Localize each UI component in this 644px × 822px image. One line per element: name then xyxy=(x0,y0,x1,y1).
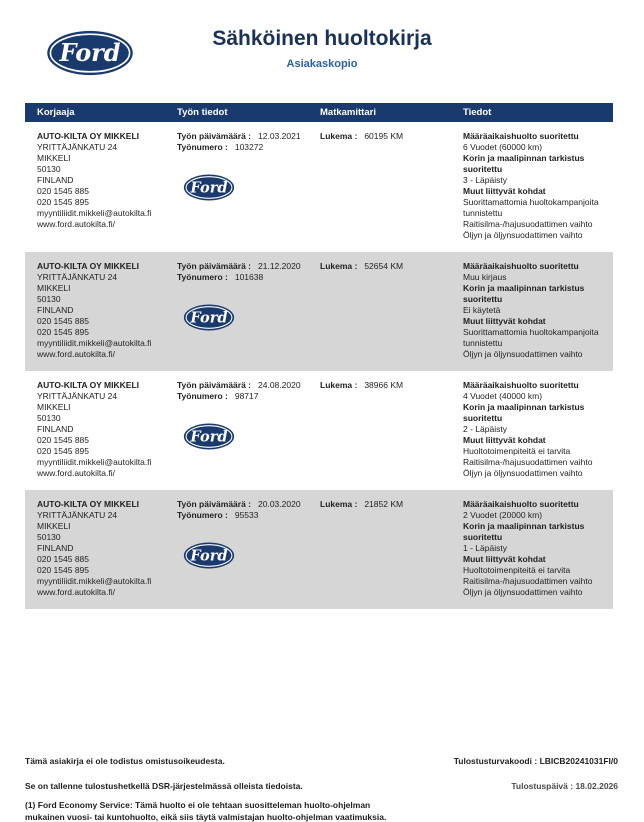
svg-text:Ford: Ford xyxy=(190,309,228,327)
print-security-code-label: Tulostusturvakoodi : xyxy=(453,756,538,766)
dealer-line: 020 1545 895 xyxy=(37,197,89,207)
detail-item: Öljyn ja öljynsuodattimen vaihto xyxy=(463,468,583,478)
table-row xyxy=(25,122,613,252)
odometer-label: Lukema : xyxy=(320,499,358,509)
work-number-label: Työnumero : xyxy=(177,142,228,152)
detail-item: 2 - Läpäisty xyxy=(463,424,507,434)
dealer-line: 020 1545 885 xyxy=(37,186,89,196)
dealer-name: AUTO-KILTA OY MIKKELI xyxy=(37,131,139,141)
svg-text:Ford: Ford xyxy=(190,179,228,197)
snapshot-disclaimer: Se on tallenne tulostushetkellä DSR-järjestelmässä olleista tiedoista. xyxy=(25,781,303,791)
work-date-value: 12.03.2021 xyxy=(258,131,301,141)
ownership-disclaimer: Tämä asiakirja ei ole todistus omistusoikeudesta. xyxy=(25,756,225,766)
dealer-line: YRITTÄJÄNKATU 24 xyxy=(37,391,118,401)
detail-heading: Määräaikaishuolto suoritettu xyxy=(463,261,579,271)
details-list xyxy=(463,380,613,479)
work-number-label: Työnumero : xyxy=(177,391,228,401)
work-number xyxy=(177,142,320,153)
dealer-name: AUTO-KILTA OY MIKKELI xyxy=(37,261,139,271)
svg-text:Ford: Ford xyxy=(59,38,121,67)
column-header-korjaaja: Korjaaja xyxy=(37,107,75,118)
work-info-column xyxy=(177,261,320,360)
ford-oval-icon xyxy=(45,30,135,76)
work-number xyxy=(177,391,320,402)
detail-heading: Korin ja maalipinnan tarkistus suoritettu xyxy=(463,402,585,423)
work-number xyxy=(177,510,320,521)
odometer-column xyxy=(320,261,463,360)
dealer-line: www.ford.autokilta.fi/ xyxy=(37,587,115,597)
dealer-line: 020 1545 895 xyxy=(37,327,89,337)
dealer-line: 50130 xyxy=(37,532,61,542)
dealer-line: www.ford.autokilta.fi/ xyxy=(37,468,115,478)
work-number-label: Työnumero : xyxy=(177,510,228,520)
work-number-value: 98717 xyxy=(234,391,259,401)
dealer-line: myyntiliidit.mikkeli@autokilta.fi xyxy=(37,338,152,348)
print-security-code xyxy=(454,755,618,767)
odometer-value: 21852 KM xyxy=(364,499,404,509)
footer-row-2 xyxy=(25,780,618,792)
detail-heading: Määräaikaishuolto suoritettu xyxy=(463,380,579,390)
detail-heading: Muut liittyvät kohdat xyxy=(463,554,546,564)
dealer-name: AUTO-KILTA OY MIKKELI xyxy=(37,380,139,390)
odometer-column xyxy=(320,131,463,241)
page-title: Sähköinen huoltokirja xyxy=(212,27,432,50)
detail-item: 2 Vuodet (20000 km) xyxy=(463,510,543,520)
work-number-label: Työnumero : xyxy=(177,272,228,282)
document-footer xyxy=(25,755,618,822)
detail-heading: Määräaikaishuolto suoritettu xyxy=(463,131,579,141)
dealer-line: myyntiliidit.mikkeli@autokilta.fi xyxy=(37,208,152,218)
work-date xyxy=(177,261,320,272)
odometer-label: Lukema : xyxy=(320,131,358,141)
svg-text:Ford: Ford xyxy=(190,547,228,565)
details-list xyxy=(463,499,613,598)
work-date-label: Työn päivämäärä : xyxy=(177,261,252,271)
dealer-name: AUTO-KILTA OY MIKKELI xyxy=(37,499,139,509)
work-info-column xyxy=(177,499,320,598)
detail-item: Raitisilma-/hajusuodattimen vaihto xyxy=(463,219,593,229)
dealer-column xyxy=(37,131,177,241)
dealer-lines xyxy=(37,391,177,479)
dealer-line: MIKKELI xyxy=(37,153,71,163)
print-date xyxy=(511,780,618,792)
dealer-line: 50130 xyxy=(37,413,61,423)
ford-logo-small xyxy=(182,304,236,331)
dealer-line: MIKKELI xyxy=(37,402,71,412)
odometer-value: 60195 KM xyxy=(364,131,404,141)
odometer-column xyxy=(320,499,463,598)
work-info-column xyxy=(177,380,320,479)
ford-logo-small xyxy=(182,542,236,569)
work-date-label: Työn päivämäärä : xyxy=(177,131,252,141)
footer-row-1 xyxy=(25,755,618,767)
column-header-matkamittari: Matkamittari xyxy=(320,107,376,118)
detail-item: Öljyn ja öljynsuodattimen vaihto xyxy=(463,587,583,597)
work-number-value: 103272 xyxy=(234,142,264,152)
odometer-reading xyxy=(320,499,463,510)
detail-heading: Muut liittyvät kohdat xyxy=(463,186,546,196)
dealer-line: MIKKELI xyxy=(37,283,71,293)
detail-item: Suorittamattomia huoltokampanjoita tunnistettu xyxy=(463,197,599,218)
ford-logo-small xyxy=(182,174,236,201)
ford-oval-icon xyxy=(182,304,236,331)
print-security-code-value: LBICB20241031FI/0 xyxy=(539,756,618,766)
dealer-lines xyxy=(37,510,177,598)
work-date-value: 24.08.2020 xyxy=(258,380,301,390)
service-history-table xyxy=(25,103,613,609)
dealer-line: FINLAND xyxy=(37,424,74,434)
detail-heading: Korin ja maalipinnan tarkistus suoritettu xyxy=(463,283,585,304)
dealer-line: www.ford.autokilta.fi/ xyxy=(37,349,115,359)
work-date-label: Työn päivämäärä : xyxy=(177,499,252,509)
column-header-tiedot: Tiedot xyxy=(463,107,492,118)
work-date-value: 21.12.2020 xyxy=(258,261,301,271)
dealer-line: 020 1545 895 xyxy=(37,565,89,575)
dealer-line: 020 1545 885 xyxy=(37,554,89,564)
table-row xyxy=(25,252,613,371)
detail-item: Raitisilma-/hajusuodattimen vaihto xyxy=(463,457,593,467)
odometer-value: 38966 KM xyxy=(364,380,404,390)
dealer-line: 020 1545 895 xyxy=(37,446,89,456)
ford-logo-small xyxy=(182,423,236,450)
work-info-column xyxy=(177,131,320,241)
odometer-reading xyxy=(320,131,463,142)
detail-item: Huoltotoimenpiteitä ei tarvita xyxy=(463,446,571,456)
details-list xyxy=(463,261,613,360)
table-header-row xyxy=(25,103,613,122)
detail-item: 1 - Läpäisty xyxy=(463,543,507,553)
page-subtitle: Asiakaskopio xyxy=(286,58,358,70)
detail-item: Suorittamattomia huoltokampanjoita tunnistettu xyxy=(463,327,599,348)
table-row xyxy=(25,490,613,609)
dealer-line: 50130 xyxy=(37,294,61,304)
work-number-value: 101638 xyxy=(234,272,264,282)
dealer-line: myyntiliidit.mikkeli@autokilta.fi xyxy=(37,457,152,467)
odometer-label: Lukema : xyxy=(320,380,358,390)
odometer-reading xyxy=(320,261,463,272)
detail-heading: Määräaikaishuolto suoritettu xyxy=(463,499,579,509)
work-date xyxy=(177,499,320,510)
detail-item: 6 Vuodet (60000 km) xyxy=(463,142,543,152)
dealer-line: YRITTÄJÄNKATU 24 xyxy=(37,272,118,282)
ford-oval-icon xyxy=(182,423,236,450)
dealer-line: YRITTÄJÄNKATU 24 xyxy=(37,142,118,152)
column-header-tyon-tiedot: Työn tiedot xyxy=(177,107,228,118)
document-header xyxy=(0,0,644,103)
dealer-line: YRITTÄJÄNKATU 24 xyxy=(37,510,118,520)
dealer-line: FINLAND xyxy=(37,175,74,185)
odometer-value: 52654 KM xyxy=(364,261,404,271)
print-date-value: 18.02.2026 xyxy=(575,781,618,791)
detail-item: Raitisilma-/hajusuodattimen vaihto xyxy=(463,576,593,586)
detail-item: Öljyn ja öljynsuodattimen vaihto xyxy=(463,230,583,240)
details-list xyxy=(463,131,613,241)
detail-heading: Muut liittyvät kohdat xyxy=(463,316,546,326)
detail-item: Huoltotoimenpiteitä ei tarvita xyxy=(463,565,571,575)
work-number-value: 95533 xyxy=(234,510,259,520)
ford-logo xyxy=(45,30,135,76)
print-date-label: Tulostuspäivä : xyxy=(511,781,574,791)
dealer-line: 50130 xyxy=(37,164,61,174)
detail-heading: Muut liittyvät kohdat xyxy=(463,435,546,445)
work-date-label: Työn päivämäärä : xyxy=(177,380,252,390)
dealer-lines xyxy=(37,142,177,230)
detail-heading: Korin ja maalipinnan tarkistus suoritettu xyxy=(463,521,585,542)
dealer-line: FINLAND xyxy=(37,543,74,553)
service-rows xyxy=(25,122,613,609)
odometer-reading xyxy=(320,380,463,391)
dealer-lines xyxy=(37,272,177,360)
dealer-column xyxy=(37,499,177,598)
work-date xyxy=(177,380,320,391)
economy-service-footnote: (1) Ford Economy Service: Tämä huolto ei ole tehtaan suositteleman huolto-ohjelman mukainen vuosi- tai kuntohuolto, eikä siis täytä valmistajan huolto-ohjelman vaatimuksia. xyxy=(25,800,387,822)
detail-item: 4 Vuodet (40000 km) xyxy=(463,391,543,401)
detail-item: Öljyn ja öljynsuodattimen vaihto xyxy=(463,349,583,359)
work-number xyxy=(177,272,320,283)
work-date xyxy=(177,131,320,142)
dealer-line: www.ford.autokilta.fi/ xyxy=(37,219,115,229)
detail-item: 3 - Läpäisty xyxy=(463,175,507,185)
dealer-line: 020 1545 885 xyxy=(37,435,89,445)
dealer-line: FINLAND xyxy=(37,305,74,315)
work-date-value: 20.03.2020 xyxy=(258,499,301,509)
detail-item: Muu kirjaus xyxy=(463,272,507,282)
detail-heading: Korin ja maalipinnan tarkistus suoritettu xyxy=(463,153,585,174)
ford-oval-icon xyxy=(182,542,236,569)
table-row xyxy=(25,371,613,490)
dealer-line: 020 1545 885 xyxy=(37,316,89,326)
odometer-column xyxy=(320,380,463,479)
svg-text:Ford: Ford xyxy=(190,428,228,446)
ford-oval-icon xyxy=(182,174,236,201)
detail-item: Ei käytetä xyxy=(463,305,501,315)
dealer-column xyxy=(37,380,177,479)
dealer-column xyxy=(37,261,177,360)
dealer-line: MIKKELI xyxy=(37,521,71,531)
odometer-label: Lukema : xyxy=(320,261,358,271)
dealer-line: myyntiliidit.mikkeli@autokilta.fi xyxy=(37,576,152,586)
